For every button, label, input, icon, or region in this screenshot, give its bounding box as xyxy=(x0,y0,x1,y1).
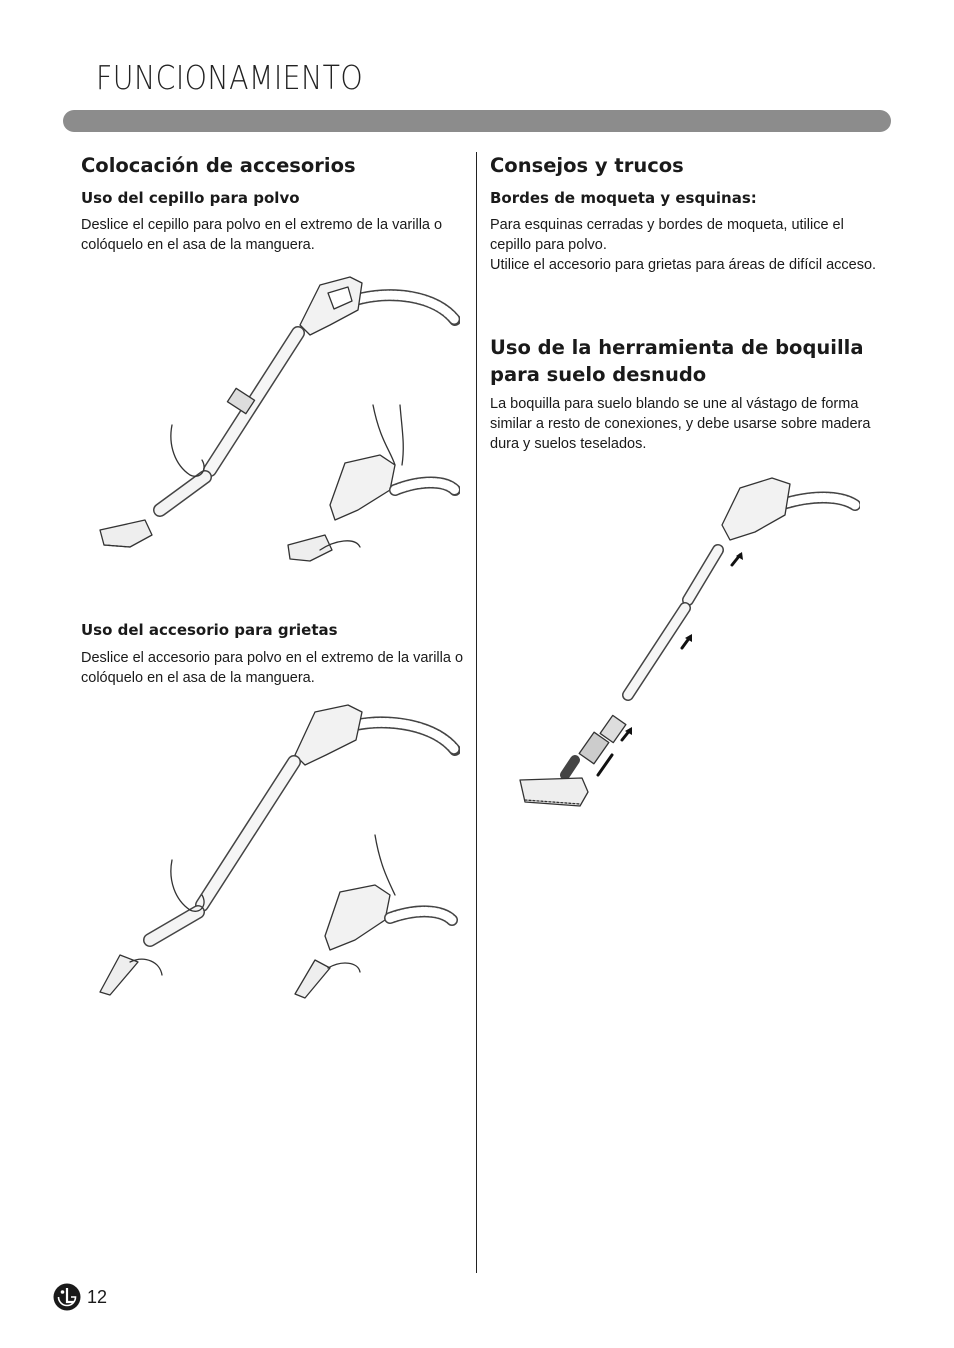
paragraph-carpet-edges-1: Para esquinas cerradas y bordes de moqueta, utilice el cepillo para polvo. xyxy=(490,217,844,253)
title-bar xyxy=(63,110,891,132)
section-title-floor-nozzle: Uso de la herramienta de boquilla para suelo desnudo xyxy=(490,336,864,386)
section-title-accessories: Colocación de accesorios xyxy=(81,154,356,177)
paragraph-dust-brush: Deslice el cepillo para polvo en el extremo de la varilla o colóquelo en el asa de la manguera. xyxy=(81,217,443,253)
page-number-text: 12 xyxy=(87,1286,108,1307)
paragraph-crevice-tool: Deslice el accesorio para polvo en el extremo de la varilla o colóquelo en el asa de la manguera. xyxy=(81,650,464,686)
page-title: FUNCIONAMIENTO xyxy=(96,58,364,97)
paragraph-carpet-edges-2: Utilice el accesorio para grietas para áreas de difícil acceso. xyxy=(490,257,877,273)
lg-logo-icon xyxy=(53,1283,81,1311)
page-number xyxy=(53,1283,107,1311)
illustration-floor-nozzle xyxy=(510,470,860,815)
subheading-dust-brush: Uso del cepillo para polvo xyxy=(81,189,300,207)
column-divider xyxy=(476,152,477,1273)
subheading-carpet-edges: Bordes de moqueta y esquinas: xyxy=(490,189,757,207)
paragraph-floor-nozzle: La boquilla para suelo blando se une al vástago de forma similar a resto de conexiones, y debe usarse sobre madera dura y suelos teselados. xyxy=(490,396,871,452)
illustration-dust-brush xyxy=(90,265,460,585)
illustration-crevice-tool xyxy=(90,700,460,1005)
section-title-tips: Consejos y trucos xyxy=(490,154,684,177)
subheading-crevice-tool: Uso del accesorio para grietas xyxy=(81,621,338,639)
